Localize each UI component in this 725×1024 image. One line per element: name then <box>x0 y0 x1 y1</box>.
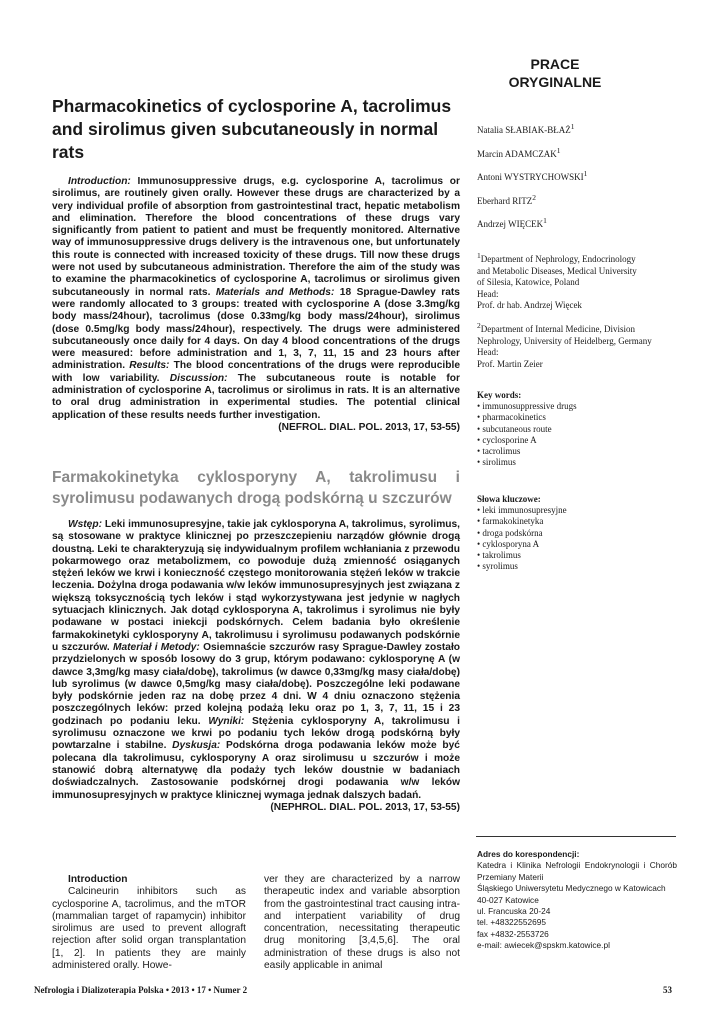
author-item: Marcin ADAMCZAK$^1$ <box>477 145 561 159</box>
footer-journal: Nefrologia i Dializoterapia Polska • 2013 • 17 • Numer 2 <box>34 985 248 995</box>
abstract-pl-discussion-label: Dyskusja: <box>172 740 221 752</box>
abstract-en-discussion-label: Discussion: <box>169 372 228 384</box>
keyword-item: • cyklosporyna A <box>477 538 540 549</box>
keywords-en <box>477 390 677 468</box>
keyword-item: • subcutaneous route <box>477 423 552 434</box>
affiliation-line: Head: <box>477 347 499 357</box>
introduction-column-1 <box>52 874 246 972</box>
abstract-en-methods-text: 18 Sprague-Dawley rats were randomly allocated to 3 groups: treated with cyclosporine A (dose 3.3mg/kg body mass/24hour), tacrolimus (dose 0.33mg/kg body mass/24hour), sirolimus (dose 0.5mg/kg body mass/24hour), respectively. The drugs were administered subcutaneously once daily for 4 days. On day 4 blood concentrations of the drugs were measured: before administration and 1, 3, 7, 11, 15 and 23 hours after administration. <box>52 286 460 372</box>
abstract-en-intro-label: Introduction: <box>68 176 131 187</box>
abstract-en-discussion-text: The subcutaneous route is notable for administration of cyclosporine A, tacrolimus or sirolimus in rats. It is an alternative to oral drug administration in experimental studies. The potential clinical application of these results needs further investigation. <box>52 372 460 421</box>
introduction-text-2: ver they are characterized by a narrow therapeutic index and variable absorption from the gastrointestinal tract causing intra- and interpatient variability of drug concentration, necessitating therapeutic drug monitoring [3,4,5,6]. The oral administration of these drugs is also not easily applicable in animal <box>264 874 460 972</box>
affiliation-1 <box>477 250 677 312</box>
keywords-pl-heading: Słowa kluczowe: <box>477 494 541 504</box>
introduction-heading: Introduction <box>68 874 128 885</box>
article-title: Pharmacokinetics of cyclosporine A, tacrolimus and sirolimus given subcutaneously in normal rats <box>52 96 452 162</box>
abstract-pl-results-text: Stężenia cyklosporyny A, takrolimusu i syrolimusu oznaczone we krwi po podaniu tych leków drogą podskórną były powtarzalne i stabilne. <box>52 715 460 752</box>
correspondence-block <box>477 849 677 952</box>
page-number: 53 <box>663 985 672 995</box>
abstract-en-intro-text: Immunosuppressive drugs, e.g. cyclosporine A, tacrolimus or sirolimus, are routinely given orally. However these drugs are characterized by a very individual profile of absorption from gastrointestinal tract, hepatic metabolism and elimination. Therefore the blood concentrations of these drugs vary significantly from patient to patient and must be frequently monitored. Alternative way of immunosuppressive drugs delivery is the intravenous one, but unfortunately this route is connected with increased toxicity of these drugs. Till now these drugs were not used by subcutaneous administration. Therefore the aim of the study was to examine the pharmacokinetics of cyclosporine A, tacrolimus or sirolimus given subcutaneously in normal rats. <box>52 176 460 298</box>
correspondence-email[interactable]: e-mail: awiecek@spskm.katowice.pl <box>477 940 610 951</box>
keyword-item: • cyclosporine A <box>477 434 537 445</box>
abstract-pl-intro-text: Leki immunosupresyjne, takie jak cyklosporyna A, takrolimus, syrolimus, są stosowane w praktyce klinicznej po przeszczepieniu narządów głównie drogą doustną. Leki te charakteryzują się indywidualnym profilem wchłaniania z przewodu pokarmowego oraz metabolizmem, co powoduje dużą zmienność osiąganych stężeń leków we krwi i konieczność częstego monitorowania stężeń leków w trakcie leczenia. Dożylna droga podawania w/w leków immunosupresyjnych jest związana z większą toksycznością tych leków i stąd wykorzystywana jest jedynie w nagłych sytuacjach klinicznych. Jak dotąd cyklosporyna A, takrolimus i syrolimus nie były podawane w postaci iniekcji podskórnych. Celem badania było określenie farmakokinetyki cyklosporyny A, takrolimusu i syrolimusu podawanych podskórnie u szczurów. <box>52 519 460 653</box>
abstract-pl-body <box>52 519 461 813</box>
article-title-pl: Farmakokinetyka cyklosporyny A, takrolimusu i syrolimusu podawanych drogą podskórną u szczurów <box>52 469 460 507</box>
keyword-item: • immunosuppressive drugs <box>477 401 577 412</box>
abstract-pl-discussion-text: Podskórna droga podawania leków może być polecana dla takrolimusu, cyklosporyny A oraz sirolimusu u szczurów i może stanowić dobrą alternatywę dla podaży tych leków doustnie w badaniach doświadczalnych. Zastosowanie podskórnej drogi podawania w/w leków immunosupresyjnych w praktyce klinicznej wymaga jednak dalszych badań. <box>52 740 460 801</box>
abstract-en-results-text: The blood concentrations of the drugs were reproducible with low variability. <box>52 360 460 384</box>
author-item: Antoni WYSTRYCHOWSKI$^1$ <box>477 169 588 182</box>
affiliation-line: and Metabolic Diseases, Medical University <box>477 265 637 276</box>
affiliation-line: Head: <box>477 288 499 299</box>
abstract-en <box>52 176 460 434</box>
keywords-pl <box>477 494 677 572</box>
correspondence-heading: Adres do korespondencji: <box>477 849 580 859</box>
keyword-item: • droga podskórna <box>477 527 543 538</box>
affiliation-line: Nephrology, University of Heidelberg, Germany <box>477 335 652 346</box>
author-item: Eberhard RITZ$^2$ <box>477 192 536 206</box>
affiliation-2 <box>477 320 687 370</box>
abstract-en-citation: (NEFROL. DIAL. POL. 2013, 17, 53-55) <box>278 421 460 433</box>
abstract-en-body <box>52 176 460 422</box>
correspondence-line: 40-027 Katowice <box>477 894 539 905</box>
keyword-item: • tacrolimus <box>477 446 521 457</box>
abstract-en-methods-label: Materials and Methods: <box>215 286 335 298</box>
keyword-item: • farmakokinetyka <box>477 516 544 527</box>
section-label-line2: ORYGINALNE <box>508 74 602 90</box>
abstract-pl-results-label: Wyniki: <box>208 715 245 727</box>
correspondence-line: ul. Francuska 20-24 <box>477 906 551 917</box>
section-label-line1: PRACE <box>530 56 580 72</box>
correspondence-line: fax +4832-2553726 <box>477 928 549 939</box>
abstract-pl-methods-text: Osiemnaście szczurów rasy Sprague-Dawley zostało przydzielonych w sposób losowy do 3 grup, którym podawano: cyklosporynę A (w dawce 3,3mg/kg masy ciała/dobę), takrolimus (w dawce 0,33mg/kg masy ciała/dobę) lub syrolimus (w dawce 0,5mg/kg masy ciała/dobę). Poszczególne leki podawane były podskórnie jeden raz na dobę przez 4 dni. W 4 dniu oznaczono stężenia poszczególnych leków: przed kolejną podażą leku oraz po 1, 3, 7, 11, 15 i 23 godzinach po podaniu leku. <box>52 641 461 727</box>
author-list <box>477 121 677 239</box>
abstract-pl-intro-label: Wstęp: <box>68 519 102 530</box>
keyword-item: • pharmacokinetics <box>477 412 546 423</box>
introduction-column-2 <box>264 874 460 972</box>
affiliation-line: $^2$Department of Internal Medicine, Division <box>477 321 635 334</box>
affiliation-line: Prof. Martin Zeier <box>477 358 543 369</box>
affiliation-line: Prof. dr hab. Andrzej Więcek <box>477 300 582 310</box>
abstract-pl-citation: (NEPHROL. DIAL. POL. 2013, 17, 53-55) <box>270 801 460 813</box>
keyword-item: • sirolimus <box>477 457 516 468</box>
keyword-item: • takrolimus <box>477 550 521 561</box>
correspondence-line: Przemiany Materii <box>477 871 544 882</box>
introduction-text-1: Calcineurin inhibitors such as cyclosporine A, tacrolimus, and the mTOR (mammalian target of rapamycin) inhibitor sirolimus are used to prevent allograft rejection after solid organ transplantation [1, 2]. In patients they are mainly administered orally. Howe- <box>52 886 246 972</box>
author-item: Andrzej WIĘCEK$^1$ <box>477 216 547 229</box>
correspondence-line: Katedra i Klinika Nefrologii Endokrynologii i Chorób <box>477 860 677 871</box>
section-label <box>475 55 635 91</box>
correspondence-divider <box>476 836 676 837</box>
keywords-en-heading: Key words: <box>477 390 522 400</box>
keyword-item: • syrolimus <box>477 561 518 572</box>
keyword-item: • leki immunosupresyjne <box>477 505 567 516</box>
abstract-pl <box>52 519 460 814</box>
correspondence-line: Śląskiego Uniwersytetu Medycznego w Katowicach <box>477 883 666 894</box>
abstract-en-results-label: Results: <box>129 360 170 372</box>
affiliation-line: $^1$Department of Nephrology, Endocrinology <box>477 251 636 264</box>
correspondence-line: tel. +48322552695 <box>477 917 546 928</box>
author-item: Natalia SŁABIAK-BŁAŻ$^1$ <box>477 122 575 135</box>
abstract-pl-methods-label: Materiał i Metody: <box>113 641 200 653</box>
affiliation-line: of Silesia, Katowice, Poland <box>477 277 580 287</box>
